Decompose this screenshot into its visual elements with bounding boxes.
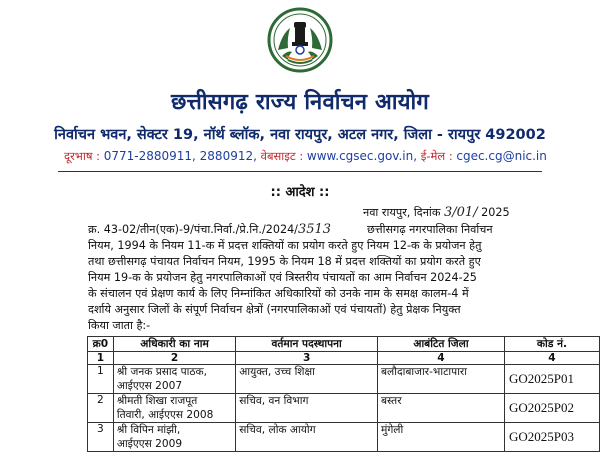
order-body-line: नियम, 1994 के नियम 11-क में प्रदत्त शक्तियों का प्रयोग करते हुए नियम 12-क के प्रयोजन हेतु: [88, 239, 482, 252]
order-title: :: आदेश ::: [270, 185, 330, 200]
table-row: [88, 394, 600, 423]
place-date: [363, 205, 510, 220]
order-body-line: के संचालन एवं प्रेक्षण कार्य के लिए निम्नांकित अधिकारियों को उनके नाम के समक्ष कालम-4 में: [88, 287, 469, 300]
observer-code: GO2025P01: [504, 365, 599, 394]
col-number: 2: [113, 352, 235, 365]
allotted-district: मुंगेली: [378, 423, 505, 452]
col-header: वर्तमान पदस्थापना: [236, 337, 378, 352]
email-link[interactable]: cgec.cg@nic.in: [456, 149, 547, 163]
place-date-prefix: नवा रायपुर, दिनांक: [363, 206, 441, 219]
website-link[interactable]: www.cgsec.gov.in,: [306, 149, 418, 163]
col-header: अधिकारी का नाम: [113, 337, 235, 352]
phone-label: दूरभाष :: [64, 149, 101, 163]
officer-name: श्रीमती शिखा राजपूत तिवारी, आईएएस 2008: [113, 394, 235, 423]
table-row: [88, 423, 600, 452]
officer-name: श्री जनक प्रसाद पाठक, आईएएस 2007: [113, 365, 235, 394]
col-header: आबंटित जिला: [378, 337, 505, 352]
contact-line: [64, 149, 547, 164]
col-number: 3: [236, 352, 378, 365]
email-label: ई-मेल :: [420, 149, 453, 163]
phone-number: 0771-2880911, 2880912,: [103, 149, 257, 163]
current-posting: सचिव, लोक आयोग: [236, 423, 378, 452]
table-header-row: [88, 337, 600, 352]
current-posting: सचिव, वन विभाग: [236, 394, 378, 423]
col-header: कोड नं.: [504, 337, 599, 352]
reference-prefix: क्र. 43-02/तीन(एक)-9/पंचा.निर्वा./प्रे.नि./2024/: [88, 223, 298, 236]
observer-code: GO2025P03: [504, 423, 599, 452]
col-number: 4: [504, 352, 599, 365]
current-posting: आयुक्त, उच्च शिक्षा: [236, 365, 378, 394]
order-body-line: तथा छत्तीसगढ़ पंचायत निर्वाचन नियम, 1995 के नियम 18 में प्रदत्त शक्तियों का प्रयोग करते हुए: [88, 255, 481, 268]
date-year: 2025: [481, 206, 510, 219]
handwritten-reference: 3513: [297, 222, 332, 237]
handwritten-date: 3/01/: [444, 205, 478, 220]
col-number: 4: [378, 352, 505, 365]
officer-name: श्री विपिन मांझी, आईएएस 2009: [113, 423, 235, 452]
state-emblem: [266, 6, 334, 74]
order-body-line: नियम 19-क के प्रयोजन हेतु नगरपालिकाओं एवं त्रिस्तरीय पंचायतों का आम निर्वाचन 2024-25: [88, 271, 477, 284]
observer-code: GO2025P02: [504, 394, 599, 423]
organization-name: छत्तीसगढ़ राज्य निर्वाचन आयोग: [171, 90, 429, 115]
observer-table: [87, 336, 600, 452]
divider: [58, 171, 542, 172]
allotted-district: बलौदाबाजार-भाटापारा: [378, 365, 505, 394]
row-serial: 2: [88, 394, 114, 423]
order-body-line: दर्शाये अनुसार जिलों के संपूर्ण निर्वाचन क्षेत्रों (नगरपालिकाओं एवं पंचायतों) हेतु प्रेक्षक नियुक्त: [88, 303, 461, 316]
table-row: [88, 365, 600, 394]
row-serial: 1: [88, 365, 114, 394]
order-body-line: किया जाता है:-: [88, 319, 151, 332]
col-number: 1: [88, 352, 114, 365]
allotted-district: बस्तर: [378, 394, 505, 423]
column-number-row: [88, 352, 600, 365]
col-header: क्र0: [88, 337, 114, 352]
row-serial: 3: [88, 423, 114, 452]
website-label: वेबसाइट :: [260, 149, 304, 163]
order-body-line: छत्तीसगढ़ नगरपालिका निर्वाचन: [367, 223, 493, 236]
reference-number: [88, 222, 331, 237]
organization-address: निर्वाचन भवन, सेक्टर 19, नॉर्थ ब्लॉक, नवा रायपुर, अटल नगर, जिला - रायपुर 492002: [54, 127, 546, 143]
